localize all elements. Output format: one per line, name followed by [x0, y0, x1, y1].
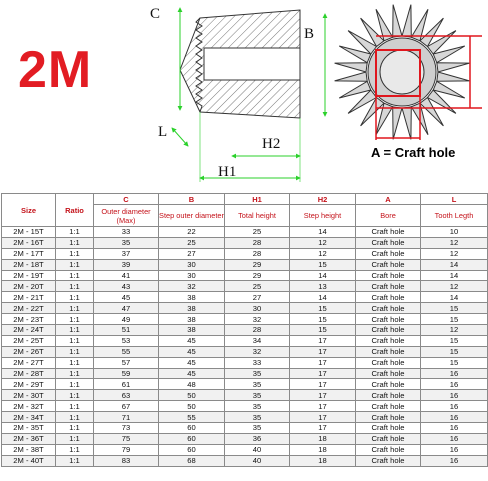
cell-bore: Craft hole [356, 314, 421, 325]
table-body [2, 227, 488, 467]
cell-ratio: 1:1 [56, 325, 94, 336]
cell-size: 2M - 35T [2, 423, 56, 434]
cell-tooth-length: 16 [421, 423, 488, 434]
cell-step-height: 17 [290, 379, 356, 390]
cell-outer-diameter: 59 [94, 368, 159, 379]
table-row [2, 444, 488, 455]
cell-tooth-length: 16 [421, 444, 488, 455]
cell-ratio: 1:1 [56, 335, 94, 346]
cell-total-height: 28 [225, 237, 290, 248]
cell-tooth-length: 14 [421, 270, 488, 281]
cell-tooth-length: 16 [421, 390, 488, 401]
cell-outer-diameter: 33 [94, 227, 159, 238]
cell-outer-diameter: 49 [94, 314, 159, 325]
dim-label-c: C [150, 6, 161, 22]
cell-outer-diameter: 51 [94, 325, 159, 336]
cell-outer-diameter: 67 [94, 401, 159, 412]
cell-ratio: 1:1 [56, 412, 94, 423]
cell-outer-diameter: 63 [94, 390, 159, 401]
header-h2: H2 [290, 194, 356, 205]
cell-outer-diameter: 55 [94, 346, 159, 357]
dim-label-b: B [304, 26, 315, 42]
cell-size: 2M - 21T [2, 292, 56, 303]
cell-outer-diameter: 43 [94, 281, 159, 292]
cell-total-height: 35 [225, 390, 290, 401]
cell-step-height: 15 [290, 259, 356, 270]
cell-size: 2M - 19T [2, 270, 56, 281]
cell-tooth-length: 16 [421, 412, 488, 423]
cell-total-height: 35 [225, 423, 290, 434]
cell-total-height: 35 [225, 379, 290, 390]
cell-step-height: 15 [290, 314, 356, 325]
table-row [2, 357, 488, 368]
cell-step-height: 18 [290, 455, 356, 466]
cell-bore: Craft hole [356, 455, 421, 466]
cell-ratio: 1:1 [56, 303, 94, 314]
cell-size: 2M - 28T [2, 368, 56, 379]
cell-total-height: 35 [225, 368, 290, 379]
gear-tooth [393, 107, 402, 140]
cell-outer-diameter: 41 [94, 270, 159, 281]
module-title: 2M [18, 41, 93, 99]
cell-tooth-length: 14 [421, 292, 488, 303]
cell-ratio: 1:1 [56, 379, 94, 390]
cell-size: 2M - 29T [2, 379, 56, 390]
cell-outer-diameter: 83 [94, 455, 159, 466]
cell-size: 2M - 36T [2, 433, 56, 444]
cell-step-outer-diameter: 30 [159, 259, 225, 270]
cell-step-height: 17 [290, 423, 356, 434]
cell-step-height: 14 [290, 270, 356, 281]
subheader-step-outer-diameter: Step outer diameter [159, 205, 225, 227]
cell-step-outer-diameter: 38 [159, 325, 225, 336]
cell-step-outer-diameter: 25 [159, 237, 225, 248]
cell-step-outer-diameter: 45 [159, 346, 225, 357]
product-hero [0, 0, 488, 192]
cell-tooth-length: 12 [421, 325, 488, 336]
gear-bore-band [204, 48, 300, 80]
table-row [2, 303, 488, 314]
cell-bore: Craft hole [356, 270, 421, 281]
table-row [2, 401, 488, 412]
cell-tooth-length: 15 [421, 346, 488, 357]
cell-total-height: 35 [225, 412, 290, 423]
cell-size: 2M - 27T [2, 357, 56, 368]
subheader-tooth-length: Tooth Legth [421, 205, 488, 227]
cell-step-outer-diameter: 55 [159, 412, 225, 423]
cell-step-outer-diameter: 60 [159, 423, 225, 434]
cell-bore: Craft hole [356, 281, 421, 292]
header-b: B [159, 194, 225, 205]
cell-ratio: 1:1 [56, 433, 94, 444]
cell-step-outer-diameter: 38 [159, 292, 225, 303]
header-l: L [421, 194, 488, 205]
cell-ratio: 1:1 [56, 314, 94, 325]
cell-tooth-length: 12 [421, 237, 488, 248]
cell-bore: Craft hole [356, 335, 421, 346]
table-row [2, 325, 488, 336]
cell-step-outer-diameter: 38 [159, 303, 225, 314]
header-size: Size [2, 194, 56, 227]
cell-outer-diameter: 53 [94, 335, 159, 346]
cell-size: 2M - 15T [2, 227, 56, 238]
gear-front-view [332, 0, 484, 150]
cell-size: 2M - 40T [2, 455, 56, 466]
table-header-row [2, 194, 488, 205]
table-row [2, 237, 488, 248]
cell-tooth-length: 12 [421, 248, 488, 259]
cell-step-height: 17 [290, 412, 356, 423]
cell-tooth-length: 15 [421, 357, 488, 368]
cell-tooth-length: 16 [421, 401, 488, 412]
cell-step-outer-diameter: 38 [159, 314, 225, 325]
table-row [2, 390, 488, 401]
cell-outer-diameter: 47 [94, 303, 159, 314]
cell-total-height: 25 [225, 281, 290, 292]
cell-total-height: 40 [225, 444, 290, 455]
cell-bore: Craft hole [356, 412, 421, 423]
cell-size: 2M - 22T [2, 303, 56, 314]
cell-ratio: 1:1 [56, 423, 94, 434]
cell-outer-diameter: 71 [94, 412, 159, 423]
table-row [2, 455, 488, 466]
cell-ratio: 1:1 [56, 237, 94, 248]
dim-label-h2: H2 [262, 136, 281, 152]
table-row [2, 346, 488, 357]
cell-tooth-length: 16 [421, 368, 488, 379]
cell-size: 2M - 32T [2, 401, 56, 412]
cell-total-height: 40 [225, 455, 290, 466]
cell-step-outer-diameter: 68 [159, 455, 225, 466]
gear-tooth [437, 63, 470, 72]
cell-ratio: 1:1 [56, 444, 94, 455]
cell-ratio: 1:1 [56, 281, 94, 292]
gear-tooth [402, 107, 411, 140]
gear-tooth [335, 72, 368, 81]
craft-hole-note: A = Craft hole [371, 145, 456, 160]
cell-bore: Craft hole [356, 368, 421, 379]
cell-total-height: 32 [225, 346, 290, 357]
dim-label-h1: H1 [218, 164, 237, 180]
cell-ratio: 1:1 [56, 368, 94, 379]
cell-total-height: 29 [225, 259, 290, 270]
cell-step-height: 17 [290, 357, 356, 368]
table-row [2, 368, 488, 379]
cell-step-outer-diameter: 45 [159, 335, 225, 346]
header-c: C [94, 194, 159, 205]
cell-tooth-length: 14 [421, 259, 488, 270]
table-row [2, 379, 488, 390]
cell-bore: Craft hole [356, 357, 421, 368]
cell-step-height: 13 [290, 281, 356, 292]
cell-size: 2M - 18T [2, 259, 56, 270]
table-row [2, 335, 488, 346]
cell-ratio: 1:1 [56, 455, 94, 466]
table-row [2, 412, 488, 423]
cell-step-height: 15 [290, 325, 356, 336]
cell-step-outer-diameter: 45 [159, 357, 225, 368]
cell-step-height: 14 [290, 227, 356, 238]
cell-ratio: 1:1 [56, 270, 94, 281]
cell-step-outer-diameter: 45 [159, 368, 225, 379]
cell-bore: Craft hole [356, 237, 421, 248]
cell-size: 2M - 17T [2, 248, 56, 259]
cell-outer-diameter: 75 [94, 433, 159, 444]
cell-outer-diameter: 79 [94, 444, 159, 455]
cell-step-outer-diameter: 22 [159, 227, 225, 238]
cell-bore: Craft hole [356, 248, 421, 259]
gear-hub [380, 50, 424, 94]
cell-outer-diameter: 57 [94, 357, 159, 368]
cell-total-height: 34 [225, 335, 290, 346]
cell-step-height: 18 [290, 444, 356, 455]
header-ratio: Ratio [56, 194, 94, 227]
cell-outer-diameter: 35 [94, 237, 159, 248]
cell-total-height: 28 [225, 248, 290, 259]
cell-ratio: 1:1 [56, 248, 94, 259]
cell-size: 2M - 34T [2, 412, 56, 423]
cell-bore: Craft hole [356, 259, 421, 270]
cell-ratio: 1:1 [56, 401, 94, 412]
cell-size: 2M - 20T [2, 281, 56, 292]
cell-size: 2M - 24T [2, 325, 56, 336]
cell-bore: Craft hole [356, 401, 421, 412]
table-row [2, 433, 488, 444]
cell-tooth-length: 15 [421, 335, 488, 346]
cell-outer-diameter: 61 [94, 379, 159, 390]
subheader-bore: Bore [356, 205, 421, 227]
cell-total-height: 28 [225, 325, 290, 336]
gear-tooth [335, 63, 368, 72]
cell-step-outer-diameter: 50 [159, 401, 225, 412]
cell-total-height: 32 [225, 314, 290, 325]
cell-size: 2M - 25T [2, 335, 56, 346]
cell-total-height: 36 [225, 433, 290, 444]
dim-label-l: L [158, 124, 168, 140]
cell-bore: Craft hole [356, 325, 421, 336]
cell-outer-diameter: 37 [94, 248, 159, 259]
cell-outer-diameter: 73 [94, 423, 159, 434]
cell-size: 2M - 26T [2, 346, 56, 357]
cell-tooth-length: 12 [421, 281, 488, 292]
table-row [2, 314, 488, 325]
spec-table [1, 193, 488, 467]
cell-outer-diameter: 45 [94, 292, 159, 303]
header-h1: H1 [225, 194, 290, 205]
cell-bore: Craft hole [356, 303, 421, 314]
subheader-step-height: Step height [290, 205, 356, 227]
cell-step-height: 17 [290, 401, 356, 412]
cell-total-height: 27 [225, 292, 290, 303]
cell-ratio: 1:1 [56, 259, 94, 270]
cell-step-outer-diameter: 60 [159, 444, 225, 455]
table-row [2, 227, 488, 238]
cell-bore: Craft hole [356, 379, 421, 390]
cell-step-outer-diameter: 50 [159, 390, 225, 401]
cell-size: 2M - 23T [2, 314, 56, 325]
cell-bore: Craft hole [356, 433, 421, 444]
cell-size: 2M - 38T [2, 444, 56, 455]
cell-ratio: 1:1 [56, 227, 94, 238]
gear-tooth [437, 72, 470, 81]
cell-tooth-length: 16 [421, 433, 488, 444]
cell-step-outer-diameter: 27 [159, 248, 225, 259]
cell-step-height: 15 [290, 303, 356, 314]
header-a: A [356, 194, 421, 205]
table-row [2, 423, 488, 434]
cell-total-height: 30 [225, 303, 290, 314]
table-row [2, 270, 488, 281]
cell-bore: Craft hole [356, 390, 421, 401]
table-row [2, 281, 488, 292]
cell-size: 2M - 30T [2, 390, 56, 401]
cell-ratio: 1:1 [56, 346, 94, 357]
cell-bore: Craft hole [356, 346, 421, 357]
table-row [2, 248, 488, 259]
cell-step-height: 17 [290, 390, 356, 401]
cell-tooth-length: 15 [421, 314, 488, 325]
cell-step-outer-diameter: 32 [159, 281, 225, 292]
cell-total-height: 29 [225, 270, 290, 281]
cell-step-height: 14 [290, 292, 356, 303]
gear-tooth [393, 5, 402, 38]
cell-tooth-length: 10 [421, 227, 488, 238]
cell-bore: Craft hole [356, 444, 421, 455]
cell-step-height: 12 [290, 237, 356, 248]
gear-tooth [402, 5, 411, 38]
table-row [2, 292, 488, 303]
cell-outer-diameter: 39 [94, 259, 159, 270]
cell-step-outer-diameter: 30 [159, 270, 225, 281]
cell-total-height: 25 [225, 227, 290, 238]
cell-step-outer-diameter: 48 [159, 379, 225, 390]
cell-step-height: 17 [290, 335, 356, 346]
cell-step-outer-diameter: 60 [159, 433, 225, 444]
cell-step-height: 12 [290, 248, 356, 259]
cell-tooth-length: 16 [421, 455, 488, 466]
cell-bore: Craft hole [356, 227, 421, 238]
subheader-outer-diameter: Outer diameter (Max) [94, 205, 159, 227]
subheader-total-height: Total height [225, 205, 290, 227]
cell-ratio: 1:1 [56, 292, 94, 303]
cell-step-height: 18 [290, 433, 356, 444]
cell-size: 2M - 16T [2, 237, 56, 248]
cell-ratio: 1:1 [56, 390, 94, 401]
cell-ratio: 1:1 [56, 357, 94, 368]
cell-step-height: 17 [290, 368, 356, 379]
cell-step-height: 17 [290, 346, 356, 357]
table-row [2, 259, 488, 270]
cell-tooth-length: 16 [421, 379, 488, 390]
cell-total-height: 33 [225, 357, 290, 368]
cell-bore: Craft hole [356, 292, 421, 303]
cell-bore: Craft hole [356, 423, 421, 434]
cell-total-height: 35 [225, 401, 290, 412]
cell-tooth-length: 15 [421, 303, 488, 314]
